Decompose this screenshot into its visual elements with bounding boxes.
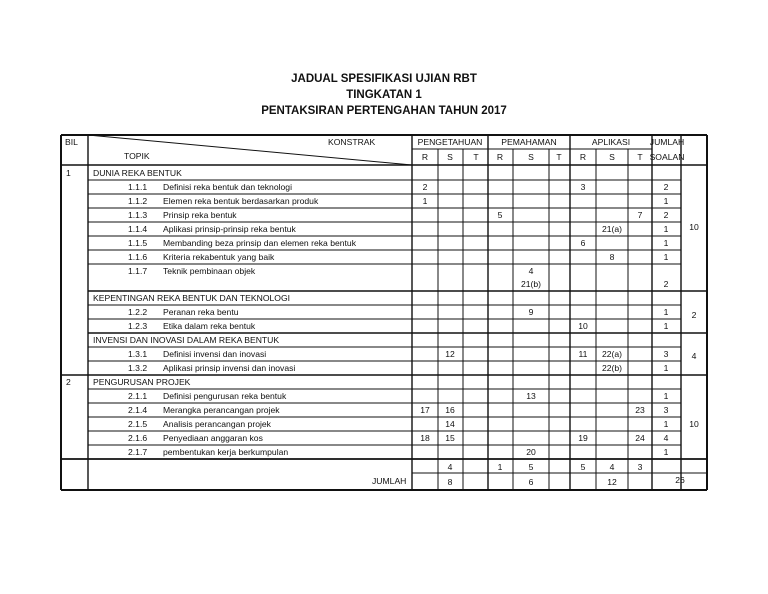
topic-code: 1.2.3	[128, 321, 148, 331]
header-sub-s: S	[528, 152, 534, 162]
header-sub-s: S	[609, 152, 615, 162]
row-total: 4	[663, 433, 669, 443]
topic-description: Definisi reka bentuk dan teknologi	[163, 182, 292, 192]
question-number: 22(b)	[601, 363, 623, 373]
header-soalan: SOALAN	[649, 152, 685, 162]
topic-code: 1.3.2	[128, 363, 148, 373]
section-title: DUNIA REKA BENTUK	[93, 168, 182, 178]
topic-description: Analisis perancangan projek	[163, 419, 271, 429]
question-number: 10	[578, 321, 588, 331]
topic-code: 2.1.4	[128, 405, 148, 415]
question-number: 21(b)	[520, 279, 542, 289]
question-number: 19	[578, 433, 588, 443]
question-number: 15	[445, 433, 455, 443]
row-total: 1	[663, 238, 669, 248]
question-number: 1	[422, 196, 428, 206]
section-title: INVENSI DAN INOVASI DALAM REKA BENTUK	[93, 335, 280, 345]
column-total: 5	[528, 462, 534, 472]
question-number: 5	[497, 210, 503, 220]
question-number: 12	[445, 349, 455, 359]
topic-description: Kriteria rekabentuk yang baik	[163, 252, 275, 262]
header-pengetahuan: PENGETAHUAN	[417, 137, 483, 147]
question-number: 7	[637, 210, 643, 220]
topic-description: pembentukan kerja berkumpulan	[163, 447, 289, 457]
question-number: 3	[580, 182, 586, 192]
row-total: 1	[663, 307, 669, 317]
topic-code: 1.1.5	[128, 238, 148, 248]
header-konstrak: KONSTRAK	[328, 137, 376, 147]
question-number: 14	[445, 419, 455, 429]
row-total: 1	[663, 196, 669, 206]
topic-description: Etika dalam reka bentuk	[163, 321, 256, 331]
pemahaman-total: 6	[528, 477, 534, 487]
topic-code: 1.3.1	[128, 349, 148, 359]
column-total: 3	[637, 462, 643, 472]
header-aplikasi: APLIKASI	[591, 137, 631, 147]
row-total: 2	[663, 210, 669, 220]
topic-code: 2.1.6	[128, 433, 148, 443]
topic-code: 1.1.7	[128, 266, 148, 276]
question-number: 11	[578, 349, 588, 359]
question-number: 9	[528, 307, 534, 317]
doc-title: JADUAL SPESIFIKASI UJIAN RBT	[291, 73, 477, 85]
header-sub-t: T	[473, 152, 479, 162]
header-sub-r: R	[421, 152, 429, 162]
topic-description: Membanding beza prinsip dan elemen reka bentuk	[163, 238, 357, 248]
topic-code: 2.1.1	[128, 391, 148, 401]
group-total: 10	[689, 222, 699, 232]
question-number: 16	[445, 405, 455, 415]
topic-description: Definisi invensi dan inovasi	[163, 349, 267, 359]
column-total: 4	[609, 462, 615, 472]
row-total: 1	[663, 419, 669, 429]
question-number: 23	[635, 405, 645, 415]
question-number: 22(a)	[601, 349, 623, 359]
question-number: 8	[609, 252, 615, 262]
doc-subtitle-exam: PENTAKSIRAN PERTENGAHAN TAHUN 2017	[261, 105, 507, 117]
topic-description: Elemen reka bentuk berdasarkan produk	[163, 196, 319, 206]
topic-code: 2.1.7	[128, 447, 148, 457]
total-label: JUMLAH	[372, 476, 407, 486]
topic-description: Penyediaan anggaran kos	[163, 433, 263, 443]
topic-code: 1.1.1	[128, 182, 148, 192]
header-sub-t: T	[556, 152, 562, 162]
pengetahuan-total: 8	[447, 477, 453, 487]
question-number: 2	[422, 182, 428, 192]
topic-description: Definisi pengurusan reka bentuk	[163, 391, 287, 401]
group-total: 2	[691, 310, 697, 320]
header-sub-t: T	[637, 152, 643, 162]
topic-description: Aplikasi prinsip invensi dan inovasi	[163, 363, 296, 373]
question-number: 24	[635, 433, 645, 443]
header-bil: BIL	[65, 137, 78, 147]
topic-description: Prinsip reka bentuk	[163, 210, 237, 220]
group-total: 10	[689, 419, 699, 429]
row-total: 2	[663, 182, 669, 192]
question-number: 20	[526, 447, 536, 457]
row-total: 1	[663, 363, 669, 373]
row-total: 1	[663, 447, 669, 457]
row-total: 3	[663, 405, 669, 415]
question-number: 13	[526, 391, 536, 401]
row-total: 3	[663, 349, 669, 359]
bil-number: 2	[66, 377, 71, 387]
section-title: KEPENTINGAN REKA BENTUK DAN TEKNOLOGI	[93, 293, 291, 303]
topic-description: Peranan reka bentu	[163, 307, 239, 317]
topic-description: Teknik pembinaan objek	[163, 266, 256, 276]
row-total: 1	[663, 321, 669, 331]
topic-code: 1.1.3	[128, 210, 148, 220]
group-total: 4	[691, 351, 697, 361]
topic-description: Merangka perancangan projek	[163, 405, 280, 415]
topic-description: Aplikasi prinsip-prinsip reka bentuk	[163, 224, 296, 234]
column-total: 1	[497, 462, 503, 472]
header-topik: TOPIK	[124, 151, 150, 161]
doc-subtitle-level: TINGKATAN 1	[346, 89, 422, 101]
header-sub-s: S	[447, 152, 453, 162]
header-sub-r: R	[579, 152, 587, 162]
topic-code: 1.1.2	[128, 196, 148, 206]
row-total: 2	[663, 279, 669, 289]
question-number: 17	[420, 405, 430, 415]
topic-code: 2.1.5	[128, 419, 148, 429]
grand-total: 26	[675, 475, 685, 485]
question-number: 4	[528, 266, 534, 276]
question-number: 21(a)	[601, 224, 623, 234]
question-number: 18	[420, 433, 430, 443]
aplikasi-total: 12	[607, 477, 617, 487]
bil-number: 1	[66, 168, 71, 178]
row-total: 1	[663, 224, 669, 234]
column-total: 4	[447, 462, 453, 472]
header-jumlah: JUMLAH	[649, 137, 685, 147]
header-pemahaman: PEMAHAMAN	[501, 137, 557, 147]
header-sub-r: R	[496, 152, 504, 162]
question-number: 6	[580, 238, 586, 248]
section-title: PENGURUSAN PROJEK	[93, 377, 191, 387]
column-total: 5	[580, 462, 586, 472]
topic-code: 1.1.4	[128, 224, 148, 234]
row-total: 1	[663, 252, 669, 262]
topic-code: 1.1.6	[128, 252, 148, 262]
topic-code: 1.2.2	[128, 307, 148, 317]
row-total: 1	[663, 391, 669, 401]
